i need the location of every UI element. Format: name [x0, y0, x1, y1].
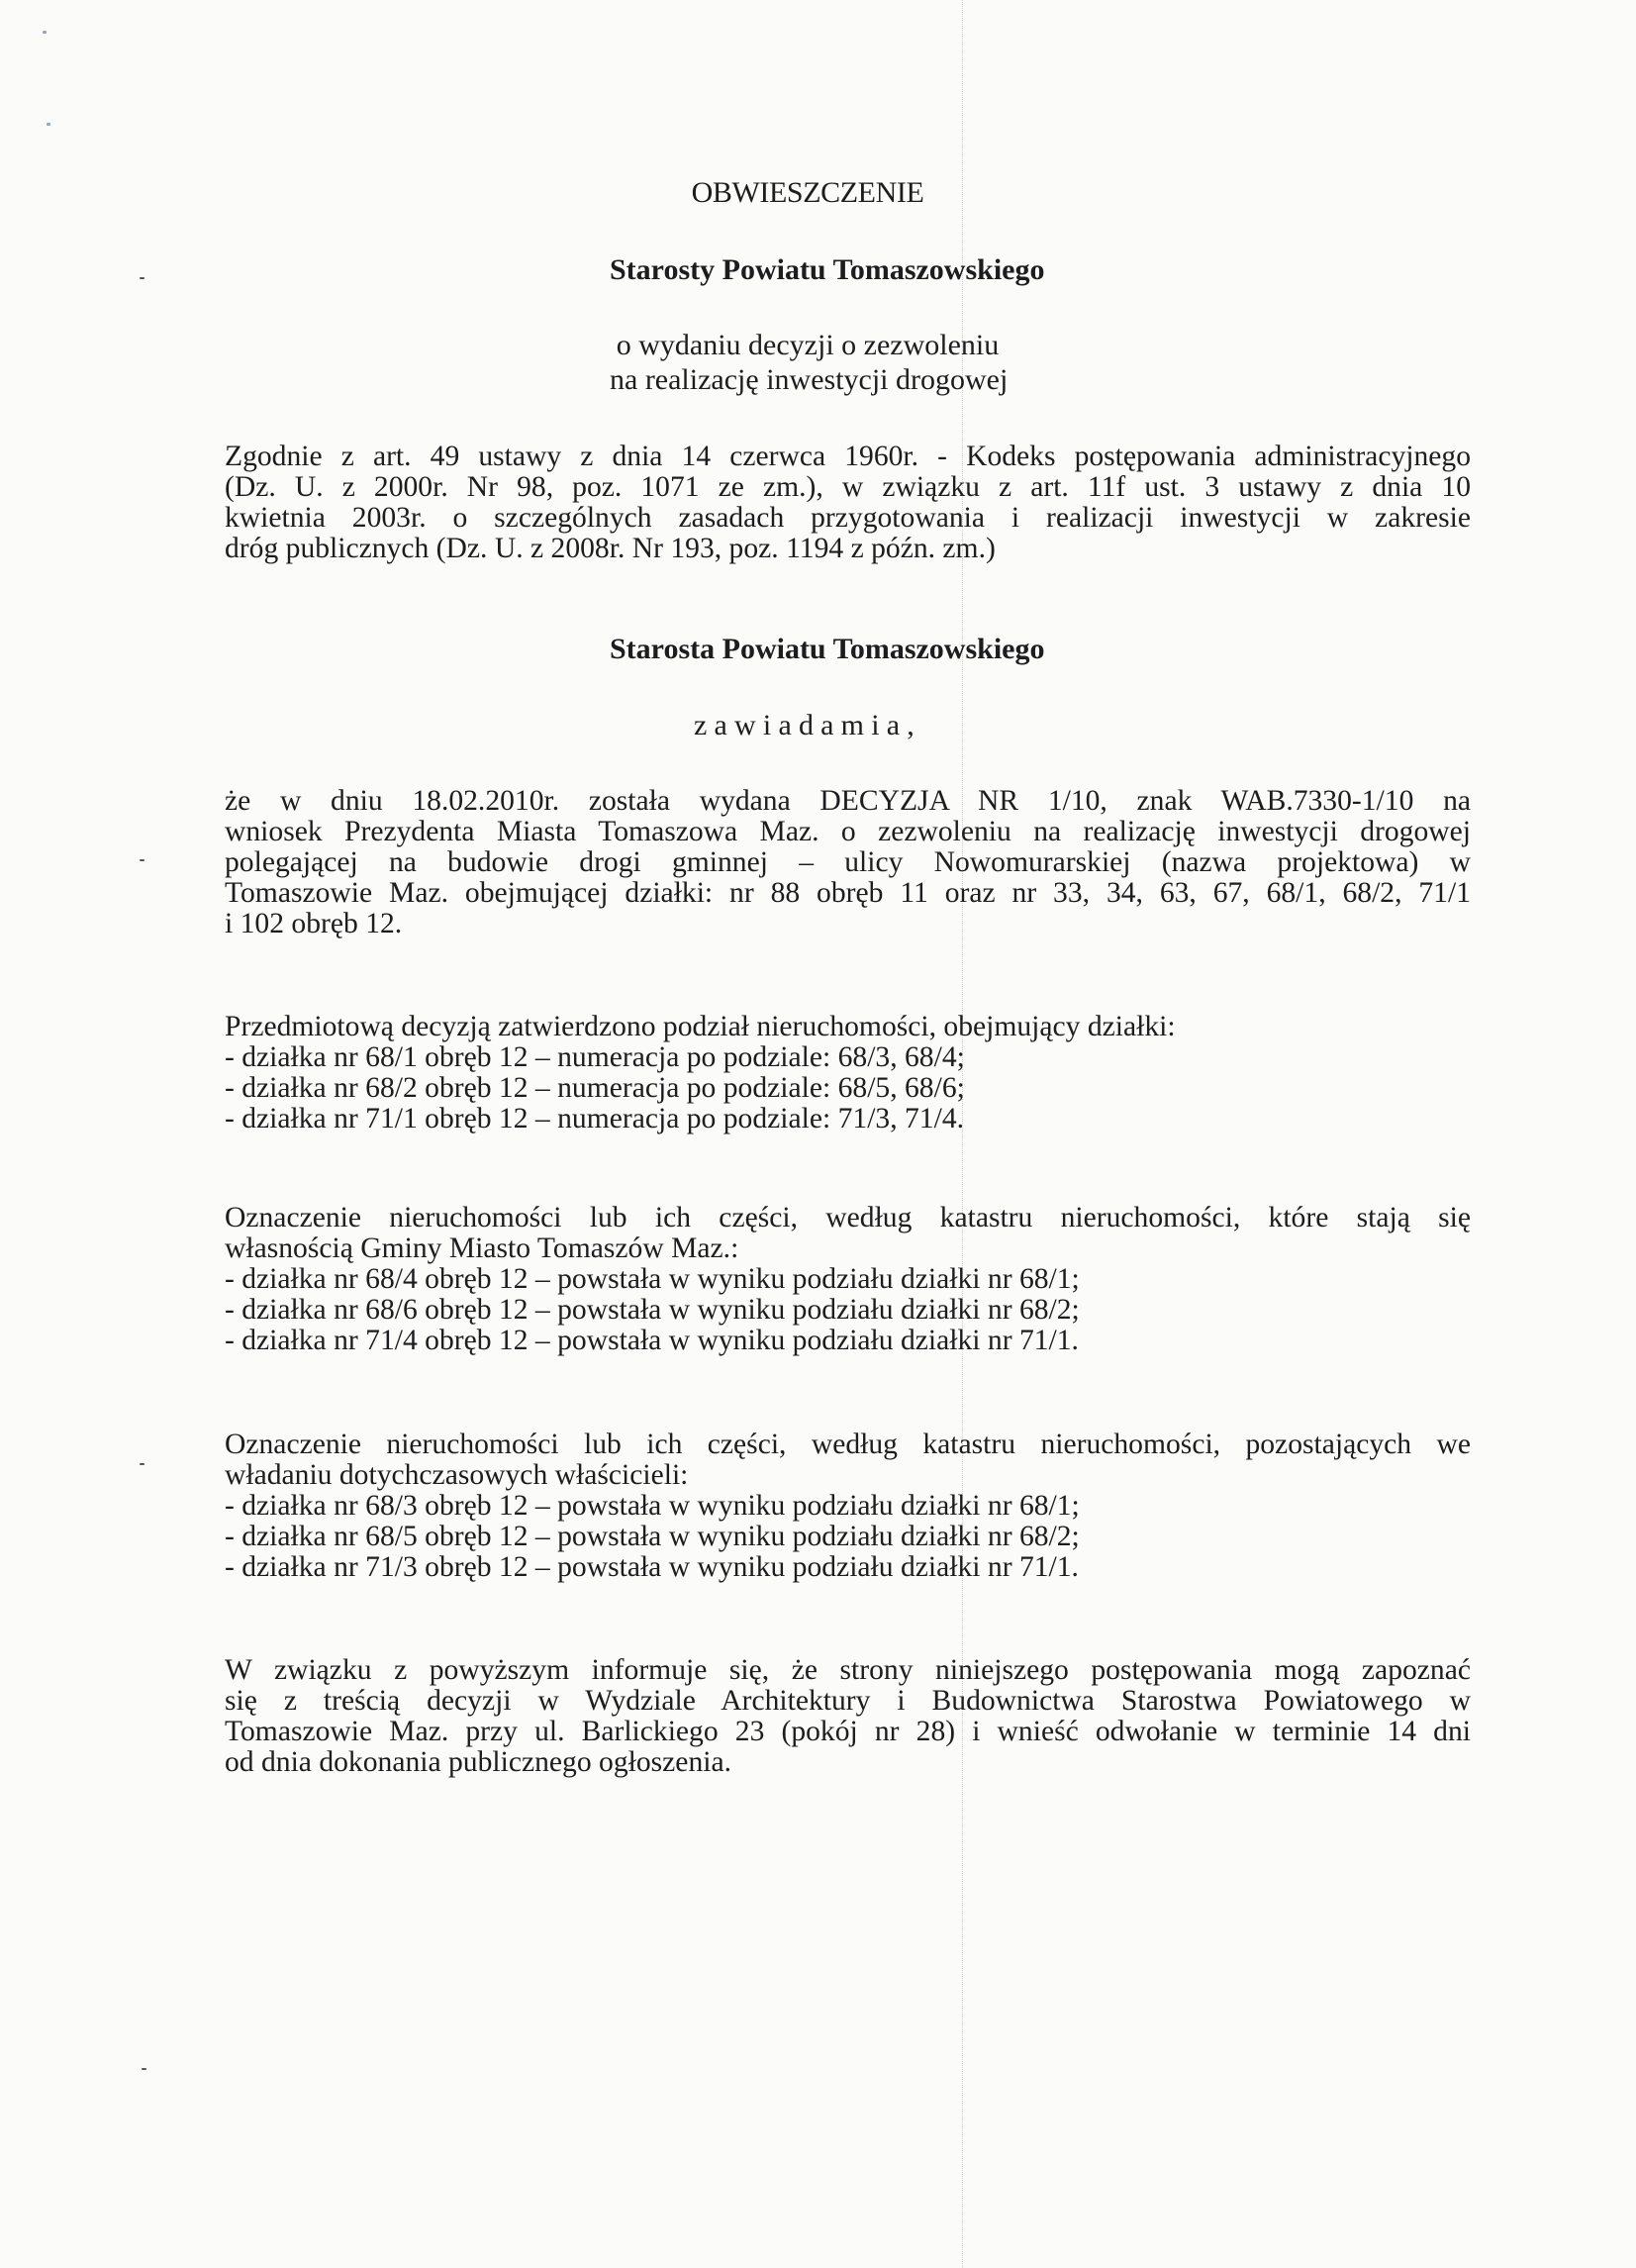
- paragraph-line: własnością Gminy Miasto Tomaszów Maz.:: [225, 1233, 739, 1264]
- list-item: - działka nr 68/5 obręb 12 – powstała w wyniku podziału działki nr 68/2;: [225, 1521, 1080, 1552]
- paragraph-line: W związku z powyższym informuje się, że strony niniejszego postępowania mogą zapoznać: [225, 1654, 1471, 1686]
- list-item: - działka nr 68/4 obręb 12 – powstała w wyniku podziału działki nr 68/1;: [225, 1263, 1080, 1295]
- paragraph-line: (Dz. U. z 2000r. Nr 98, poz. 1071 ze zm.), w związku z art. 11f ust. 3 ustawy z dnia 10: [225, 471, 1471, 503]
- list-item: - działka nr 71/4 obręb 12 – powstała w wyniku podziału działki nr 71/1.: [225, 1325, 1079, 1356]
- subject-line: o wydaniu decyzji o zezwoleniu: [616, 329, 1000, 361]
- document-title: OBWIESZCZENIE: [691, 176, 924, 209]
- paragraph-line: dróg publicznych (Dz. U. z 2008r. Nr 193, poz. 1194 z późn. zm.): [225, 533, 996, 564]
- paragraph-line: się z treścią decyzji w Wydziale Architektury i Budownictwa Starostwa Powiatowego w: [225, 1685, 1471, 1717]
- paragraph-line: kwietnia 2003r. o szczególnych zasadach przygotowania i realizacji inwestycji w zakresie: [225, 502, 1471, 534]
- scan-mark: [43, 31, 47, 34]
- paragraph-line: Przedmiotową decyzją zatwierdzono podział nieruchomości, obejmujący działki:: [225, 1011, 1176, 1042]
- list-item: - działka nr 71/3 obręb 12 – powstała w wyniku podziału działki nr 71/1.: [225, 1551, 1079, 1583]
- municipal-property-paragraph: [225, 1203, 1471, 1356]
- issuer-heading: Starosty Powiatu Tomaszowskiego: [610, 253, 1045, 286]
- paragraph-line: Zgodnie z art. 49 ustawy z dnia 14 czerwca 1960r. - Kodeks postępowania administracyjnego: [225, 441, 1471, 472]
- paragraph-line: Tomaszowie Maz. przy ul. Barlickiego 23 (pokój nr 28) i wnieść odwołanie w terminie 14 dni: [225, 1716, 1471, 1747]
- subject-line: na realizację inwestycji drogowej: [610, 363, 1009, 396]
- subject-heading: [610, 328, 1009, 397]
- paragraph-line: Oznaczenie nieruchomości lub ich części, według katastru nieruchomości, pozostających we: [225, 1429, 1471, 1460]
- list-item: - działka nr 68/2 obręb 12 – numeracja po podziale: 68/5, 68/6;: [225, 1072, 965, 1104]
- paragraph-line: i 102 obręb 12.: [225, 908, 403, 939]
- punch-mark: [140, 1463, 144, 1465]
- paragraph-line: że w dniu 18.02.2010r. została wydana DECYZJA NR 1/10, znak WAB.7330-1/10 na: [225, 785, 1471, 817]
- scan-mark: [47, 123, 50, 126]
- paragraph-line: wniosek Prezydenta Miasta Tomaszowa Maz. o zezwoleniu na realizację inwestycji drogowej: [225, 816, 1471, 847]
- paragraph-line: Tomaszowie Maz. obejmującej działki: nr 88 obręb 11 oraz nr 33, 34, 63, 67, 68/1, 68/2, 71/1: [225, 877, 1471, 909]
- list-item: - działka nr 68/3 obręb 12 – powstała w wyniku podziału działki nr 68/1;: [225, 1490, 1080, 1522]
- paragraph-line: władaniu dotychczasowych właścicieli:: [225, 1459, 689, 1491]
- authority-heading: Starosta Powiatu Tomaszowskiego: [610, 633, 1045, 665]
- list-item: - działka nr 68/6 obręb 12 – powstała w wyniku podziału działki nr 68/2;: [225, 1294, 1080, 1326]
- punch-mark: [140, 277, 144, 279]
- division-paragraph: [225, 1012, 1471, 1134]
- remaining-property-paragraph: [225, 1430, 1471, 1583]
- list-item: - działka nr 68/1 obręb 12 – numeracja po podziale: 68/3, 68/4;: [225, 1041, 965, 1073]
- announces-heading: zawiadamia,: [694, 709, 921, 741]
- paragraph-line: od dnia dokonania publicznego ogłoszenia.: [225, 1746, 731, 1778]
- closing-paragraph: [225, 1655, 1471, 1778]
- punch-mark: [142, 2068, 146, 2070]
- paragraph-line: polegającej na budowie drogi gminnej – ulicy Nowomurarskiej (nazwa projektowa) w: [225, 846, 1471, 878]
- decision-paragraph: [225, 786, 1471, 939]
- list-item: - działka nr 71/1 obręb 12 – numeracja po podziale: 71/3, 71/4.: [225, 1103, 965, 1134]
- legal-basis-paragraph: [225, 442, 1471, 564]
- punch-mark: [140, 859, 144, 861]
- paragraph-line: Oznaczenie nieruchomości lub ich części, według katastru nieruchomości, które stają się: [225, 1202, 1471, 1233]
